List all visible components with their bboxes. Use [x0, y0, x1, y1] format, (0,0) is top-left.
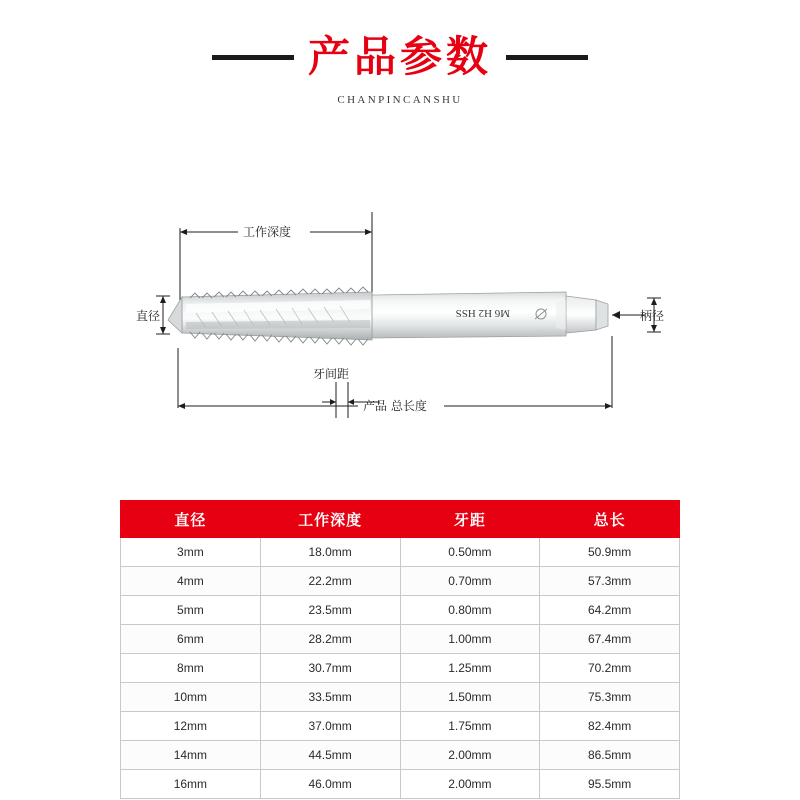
pitch-label: 牙间距: [313, 367, 350, 381]
total-length-dimension: [178, 336, 612, 413]
cell-working-depth: 37.0mm: [260, 712, 400, 741]
spec-table: [120, 500, 680, 799]
cell-diameter: 6mm: [121, 625, 261, 654]
cell-working-depth: 30.7mm: [260, 654, 400, 683]
cell-pitch: 0.70mm: [400, 567, 540, 596]
cell-diameter: 4mm: [121, 567, 261, 596]
page-title: 产品参数: [307, 32, 492, 81]
shank-diameter-dimension: [612, 298, 664, 332]
cell-diameter: 5mm: [121, 596, 261, 625]
table-row: [121, 712, 680, 741]
cell-pitch: 0.80mm: [400, 596, 540, 625]
title-rule-left: [212, 55, 294, 60]
cell-diameter: 3mm: [121, 538, 261, 567]
working-depth-dimension: [180, 212, 372, 302]
diameter-dimension: [136, 296, 170, 334]
page-subtitle: CHANPINCANSHU: [337, 94, 463, 107]
table-header-row: [121, 501, 680, 538]
product-diagram: [0, 170, 800, 430]
col-header-pitch: 牙距: [400, 501, 540, 538]
cell-diameter: 10mm: [121, 683, 261, 712]
col-header-diameter: 直径: [121, 501, 261, 538]
cell-diameter: 14mm: [121, 741, 261, 770]
cell-pitch: 2.00mm: [400, 741, 540, 770]
table-row: [121, 538, 680, 567]
cell-diameter: 8mm: [121, 654, 261, 683]
cell-working-depth: 23.5mm: [260, 596, 400, 625]
cell-working-depth: 22.2mm: [260, 567, 400, 596]
cell-total-length: 82.4mm: [540, 712, 680, 741]
cell-diameter: 12mm: [121, 712, 261, 741]
cell-working-depth: 46.0mm: [260, 770, 400, 799]
cell-total-length: 86.5mm: [540, 741, 680, 770]
title-row: [0, 34, 800, 80]
table-row: [121, 654, 680, 683]
table-row: [121, 596, 680, 625]
total-length-label: 产品 总长度: [363, 399, 427, 413]
table-row: [121, 741, 680, 770]
col-header-total-length: 总长: [540, 501, 680, 538]
cell-total-length: 95.5mm: [540, 770, 680, 799]
spec-table-body: [121, 538, 680, 799]
tap-illustration: [168, 287, 608, 345]
cell-total-length: 70.2mm: [540, 654, 680, 683]
spec-table-container: [120, 500, 680, 799]
cell-pitch: 1.50mm: [400, 683, 540, 712]
cell-pitch: 0.50mm: [400, 538, 540, 567]
working-depth-label: 工作深度: [243, 225, 292, 239]
cell-pitch: 1.75mm: [400, 712, 540, 741]
cell-total-length: 50.9mm: [540, 538, 680, 567]
title-rule-right: [506, 55, 588, 60]
cell-total-length: 75.3mm: [540, 683, 680, 712]
cell-working-depth: 33.5mm: [260, 683, 400, 712]
cell-pitch: 2.00mm: [400, 770, 540, 799]
cell-total-length: 64.2mm: [540, 596, 680, 625]
cell-working-depth: 28.2mm: [260, 625, 400, 654]
table-row: [121, 567, 680, 596]
shank-diameter-label: 柄径: [640, 309, 665, 323]
cell-total-length: 67.4mm: [540, 625, 680, 654]
table-row: [121, 770, 680, 799]
cell-pitch: 1.25mm: [400, 654, 540, 683]
tap-marking: M6 H2 HSS: [455, 307, 510, 319]
cell-total-length: 57.3mm: [540, 567, 680, 596]
diameter-label: 直径: [136, 309, 161, 323]
page-header: [0, 34, 800, 106]
spec-table-head: [121, 501, 680, 538]
table-row: [121, 683, 680, 712]
cell-pitch: 1.00mm: [400, 625, 540, 654]
table-row: [121, 625, 680, 654]
col-header-working-depth: 工作深度: [260, 501, 400, 538]
cell-working-depth: 18.0mm: [260, 538, 400, 567]
cell-working-depth: 44.5mm: [260, 741, 400, 770]
cell-diameter: 16mm: [121, 770, 261, 799]
